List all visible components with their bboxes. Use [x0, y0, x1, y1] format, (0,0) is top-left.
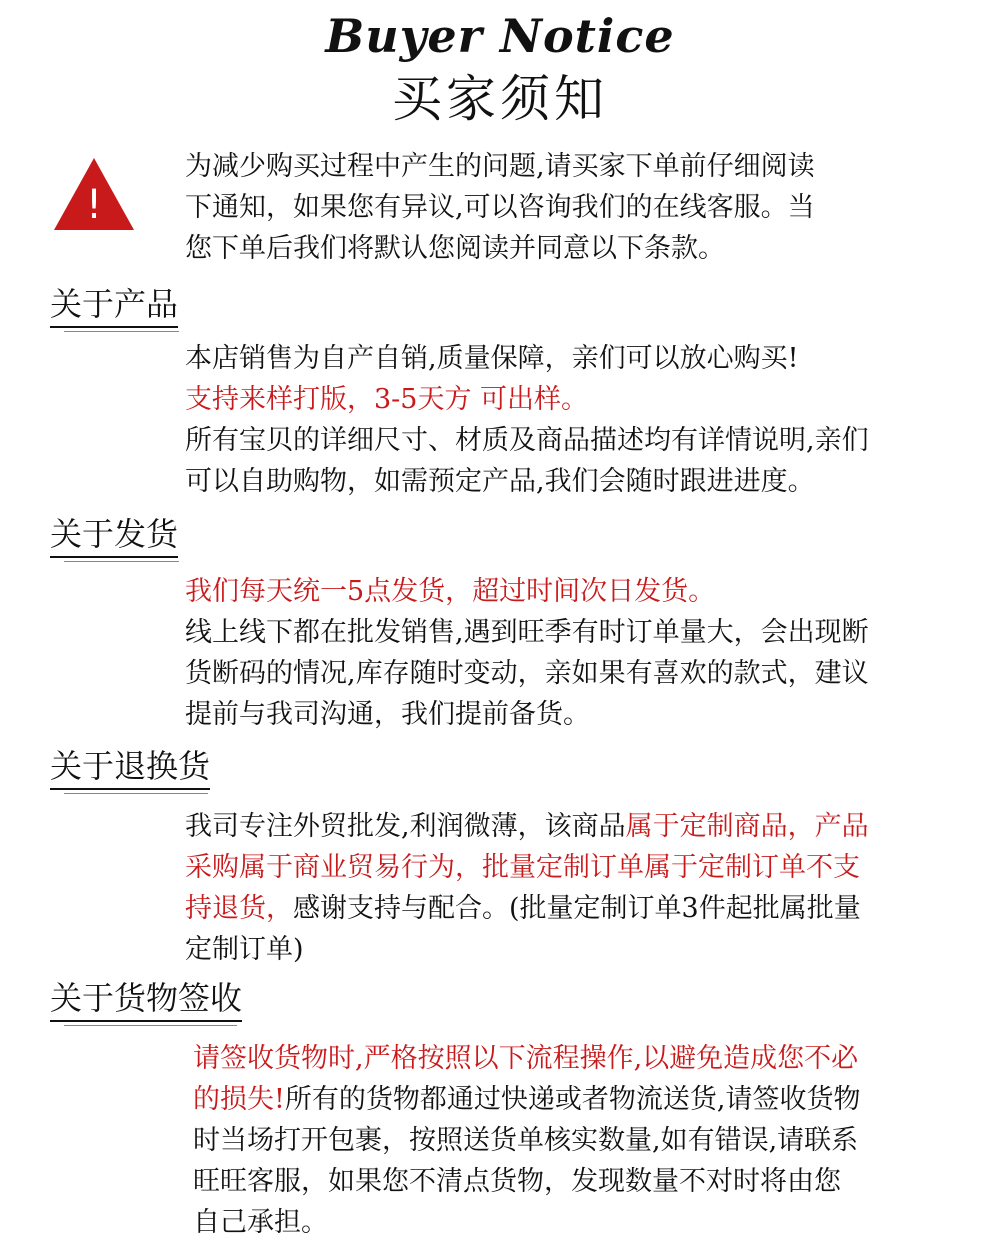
title-english: Buyer Notice	[325, 9, 675, 63]
section-body-receipt	[193, 1038, 968, 1243]
section-heading-label: 关于货物签收	[50, 979, 243, 1017]
title-chinese: 买家须知	[392, 70, 608, 128]
section-heading-label: 关于产品	[50, 285, 179, 323]
body-line: 货断码的情况,库存随时变动，亲如果有喜欢的款式，建议	[185, 658, 869, 689]
body-line: 线上线下都在批发销售,遇到旺季有时订单量大，会出现断	[185, 617, 869, 648]
body-line: 提前与我司沟通，我们提前备货。	[185, 699, 590, 730]
heading-underline	[50, 326, 178, 328]
heading-underline	[50, 788, 210, 790]
section-heading-label: 关于退换货	[50, 747, 211, 785]
body-line: 所有宝贝的详细尺寸、材质及商品描述均有详情说明,亲们	[185, 425, 869, 456]
body-line: 我们每天统一5点发货，超过时间次日发货。	[185, 576, 716, 607]
section-heading-shipping	[50, 514, 178, 554]
section-heading-returns	[50, 746, 210, 786]
body-line: 的损失!所有的货物都通过快递或者物流送货,请签收货物	[193, 1084, 861, 1115]
section-body-shipping	[185, 571, 960, 735]
body-line: 本店销售为自产自销,质量保障，亲们可以放心购买!	[185, 343, 799, 374]
heading-underline-secondary	[64, 1025, 237, 1026]
body-line: 持退货，感谢支持与配合。(批量定制订单3件起批属批量	[185, 893, 861, 924]
warning-exclamation: !	[85, 182, 103, 228]
body-line: 旺旺客服，如果您不清点货物，发现数量不对时将由您	[193, 1166, 841, 1197]
body-line: 自己承担。	[193, 1207, 328, 1238]
body-line: 请签收货物时,严格按照以下流程操作,以避免造成您不必	[193, 1043, 859, 1074]
section-heading-label: 关于发货	[50, 515, 179, 553]
section-heading-product	[50, 284, 178, 324]
heading-underline	[50, 1020, 242, 1022]
body-line: 时当场打开包裹，按照送货单核实数量,如有错误,请联系	[193, 1125, 859, 1156]
heading-underline-secondary	[64, 793, 208, 794]
heading-underline	[50, 556, 178, 558]
warning-icon	[52, 156, 136, 232]
body-line: 定制订单)	[185, 934, 304, 965]
intro-line: 下通知，如果您有异议,可以咨询我们的在线客服。当	[185, 192, 815, 223]
intro-line: 为减少购买过程中产生的问题,请买家下单前仔细阅读	[185, 151, 815, 182]
intro-text	[185, 146, 965, 269]
section-body-returns	[185, 806, 960, 970]
body-line: 我司专注外贸批发,利润微薄，该商品属于定制商品，产品	[185, 811, 869, 842]
section-body-product	[185, 338, 960, 502]
heading-underline-secondary	[64, 561, 179, 562]
body-line: 可以自助购物，如需预定产品,我们会随时跟进进度。	[185, 466, 815, 497]
heading-underline-secondary	[64, 331, 179, 332]
body-line: 支持来样打版，3-5天方 可出样。	[185, 384, 589, 415]
section-heading-receipt	[50, 978, 242, 1018]
intro-line: 您下单后我们将默认您阅读并同意以下条款。	[185, 233, 725, 264]
body-line: 采购属于商业贸易行为，批量定制订单属于定制订单不支	[185, 852, 860, 883]
